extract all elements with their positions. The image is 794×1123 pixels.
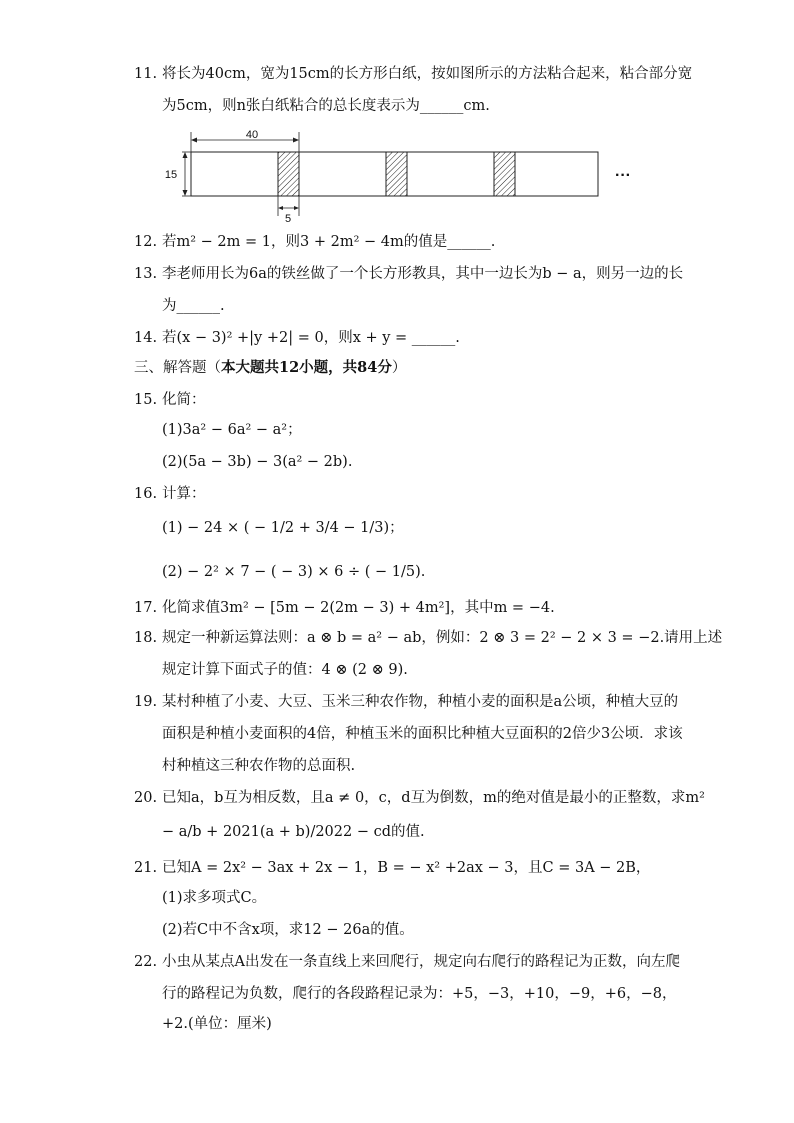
sub-question: (2)(5a − 3b) − 3(a² − 2b).: [162, 454, 353, 470]
question-text: 将长为40cm，宽为15cm的长方形白纸，按如图所示的方法粘合起来，粘合部分宽: [162, 66, 693, 82]
sub-question: (2)若C中不含x项，求12 − 26a的值。: [162, 922, 414, 938]
sub-question: (1)3a² − 6a² − a²；: [162, 422, 302, 438]
question-text: 为5cm，则n张白纸粘合的总长度表示为______cm.: [162, 98, 490, 114]
question-text: 村种植这三种农作物的总面积.: [162, 758, 356, 774]
question-number: 12.: [134, 234, 158, 250]
question-text: 小虫从某点A出发在一条直线上来回爬行，规定向右爬行的路程记为正数，向左爬: [162, 954, 680, 970]
section-bold: 本大题共12小题，共84分: [221, 359, 392, 376]
question-number: 15.: [134, 392, 158, 408]
section-suffix: ）: [391, 360, 407, 376]
question-text: 已知A = 2x² − 3ax + 2x − 1，B = − x² +2ax − 3，且C = 3A − 2B，: [162, 860, 651, 876]
question-number: 20.: [134, 790, 158, 806]
overlap-3: [494, 152, 515, 196]
overlap-label: 5: [284, 213, 292, 225]
sub-question: (1)求多项式C。: [162, 890, 267, 906]
question-text: 已知a，b互为相反数，且a ≠ 0，c，d互为倒数，m的绝对值是最小的正整数，求m²: [162, 790, 705, 806]
question-number: 19.: [134, 694, 158, 710]
question-text: 计算：: [162, 486, 206, 502]
question-text: 化简：: [162, 392, 206, 408]
width-label: 15: [164, 169, 178, 181]
sub-question: (2) − 2² × 7 − ( − 3) × 6 ÷ ( − 1/5).: [162, 564, 426, 580]
question-text: 面积是种植小麦面积的4倍，种植玉米的面积比种植大豆面积的2倍少3公顷．求该: [162, 726, 683, 742]
overlap-2: [386, 152, 407, 196]
question-text: 规定计算下面式子的值：4 ⊗ (2 ⊗ 9).: [162, 662, 408, 678]
question-text: 行的路程记为负数，爬行的各段路程记录为：+5，−3，+10，−9，+6，−8，: [162, 986, 677, 1002]
question-number: 11.: [134, 66, 158, 82]
question-number: 14.: [134, 330, 158, 346]
section-prefix: 三、解答题（: [134, 360, 221, 376]
question-text: 为______.: [162, 298, 225, 314]
question-text: +2.(单位：厘米): [162, 1016, 272, 1032]
question-text: 某村种植了小麦、大豆、玉米三种农作物，种植小麦的面积是a公顷，种植大豆的: [162, 694, 679, 710]
question-number: 17.: [134, 600, 158, 616]
question-text: − a/b + 2021(a + b)/2022 − cd的值.: [162, 824, 425, 840]
question-number: 22.: [134, 954, 158, 970]
sub-question: (1) − 24 × ( − 1/2 + 3/4 − 1/3)；: [162, 520, 404, 536]
question-number: 13.: [134, 266, 158, 282]
question-number: 16.: [134, 486, 158, 502]
question-number: 21.: [134, 860, 158, 876]
length-label: 40: [245, 129, 259, 141]
question-number: 18.: [134, 630, 158, 646]
overlap-1: [278, 152, 299, 196]
figure-svg: [158, 126, 638, 226]
question-text: 化简求值3m² − [5m − 2(2m − 3) + 4m²]，其中m = −4.: [162, 600, 555, 616]
question-text: 若m² − 2m = 1，则3 + 2m² − 4m的值是______.: [162, 234, 496, 250]
question-text: 若(x − 3)² +|y +2| = 0，则x + y = ______.: [162, 330, 460, 346]
ellipsis: ···: [615, 167, 631, 184]
question-text: 规定一种新运算法则：a ⊗ b = a² − ab，例如：2 ⊗ 3 = 2² − 2 × 3 = −2.请用上述: [162, 630, 723, 646]
glued-paper-figure: [158, 126, 638, 226]
question-text: 李老师用长为6a的铁丝做了一个长方形教具，其中一边长为b − a，则另一边的长: [162, 266, 684, 282]
